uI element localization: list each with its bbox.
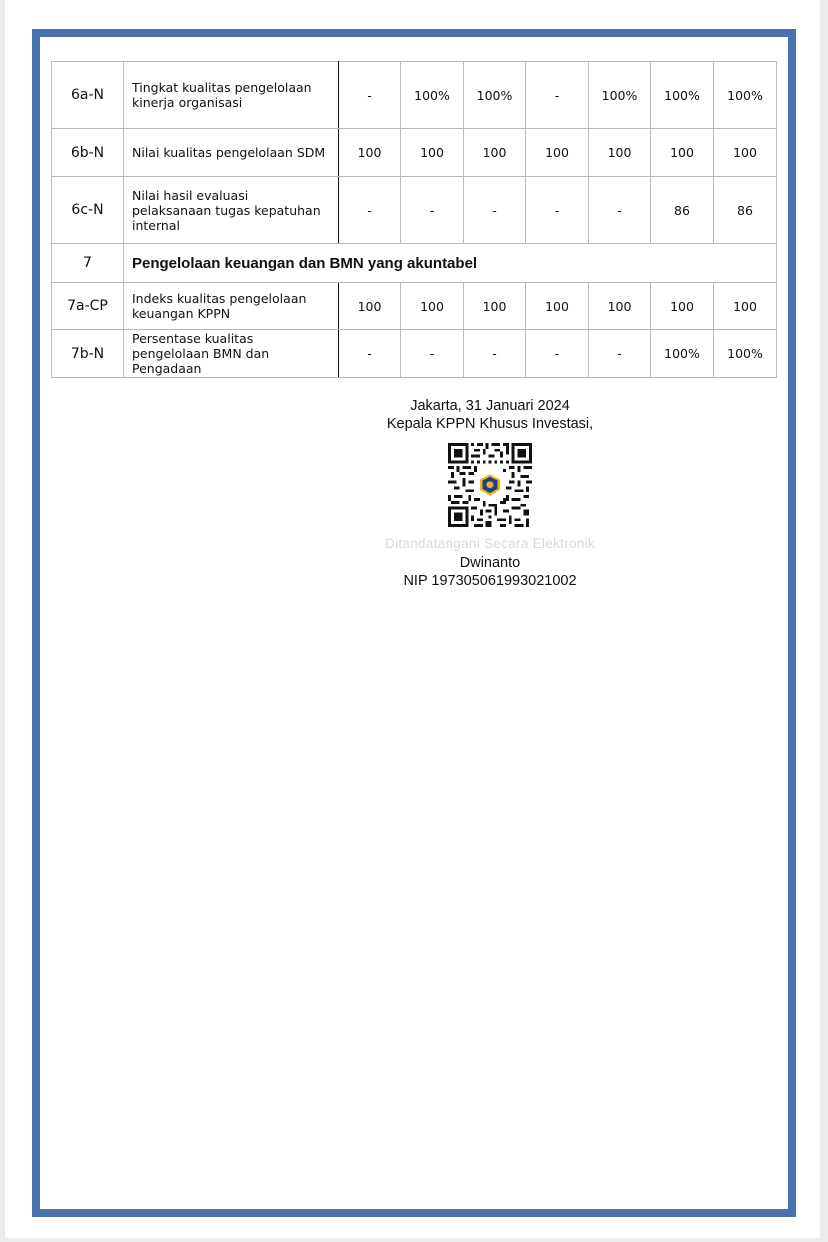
value-cell: 100% [714,62,777,129]
indicator-name: Tingkat kualitas pengelolaan kinerja organisasi [124,62,339,129]
signer-role: Kepala KPPN Khusus Investasi, [386,416,594,432]
value-cell: 86 [714,177,777,244]
value-cell: 100 [339,129,401,177]
value-cell: 100 [526,283,589,330]
value-cell: - [589,330,651,378]
value-cell: 100 [464,129,526,177]
indicator-code: 6b-N [52,129,124,177]
value-cell: 100 [589,283,651,330]
value-cell: - [526,62,589,129]
signer-name: Dwinanto [459,555,521,571]
value-cell: - [339,330,401,378]
value-cell: 100 [651,283,714,330]
electronic-signature-watermark: Ditandatangani Secara Elektronik [385,536,595,551]
value-cell: - [526,330,589,378]
table-row [52,129,777,177]
value-cell: - [339,177,401,244]
value-cell: 100% [651,330,714,378]
indicator-code: 6c-N [52,177,124,244]
value-cell: 100 [339,283,401,330]
section-title: Pengelolaan keuangan dan BMN yang akuntabel [124,244,777,283]
value-cell: - [526,177,589,244]
indicator-name: Nilai hasil evaluasi pelaksanaan tugas kepatuhan internal [124,177,339,244]
value-cell: 100% [401,62,464,129]
value-cell: 100 [589,129,651,177]
indicator-name: Nilai kualitas pengelolaan SDM [124,129,339,177]
value-cell: - [464,330,526,378]
value-cell: 100% [464,62,526,129]
value-cell: - [339,62,401,129]
indicator-code: 7b-N [52,330,124,378]
value-cell: 100 [401,129,464,177]
value-cell: 100 [526,129,589,177]
value-cell: 100% [651,62,714,129]
indicator-name: Persentase kualitas pengelolaan BMN dan Pengadaan [124,330,339,378]
indicator-name: Indeks kualitas pengelolaan keuangan KPPN [124,283,339,330]
value-cell: - [464,177,526,244]
value-cell: 86 [651,177,714,244]
section-row [52,244,777,283]
indicator-code: 7a-CP [52,283,124,330]
table-row [52,283,777,330]
value-cell: 100 [714,129,777,177]
value-cell: 100 [651,129,714,177]
table-row [52,330,777,378]
table-row [52,177,777,244]
value-cell: 100 [464,283,526,330]
value-cell: - [589,177,651,244]
value-cell: 100 [401,283,464,330]
qr-code-icon [448,443,532,527]
place-date: Jakarta, 31 Januari 2024 [410,398,570,414]
value-cell: - [401,330,464,378]
value-cell: 100% [589,62,651,129]
value-cell: 100 [714,283,777,330]
table-row [52,62,777,129]
section-number: 7 [52,244,124,283]
value-cell: 100% [714,330,777,378]
performance-table [51,61,777,378]
indicator-code: 6a-N [52,62,124,129]
value-cell: - [401,177,464,244]
signer-nip: NIP 197305061993021002 [403,573,577,589]
